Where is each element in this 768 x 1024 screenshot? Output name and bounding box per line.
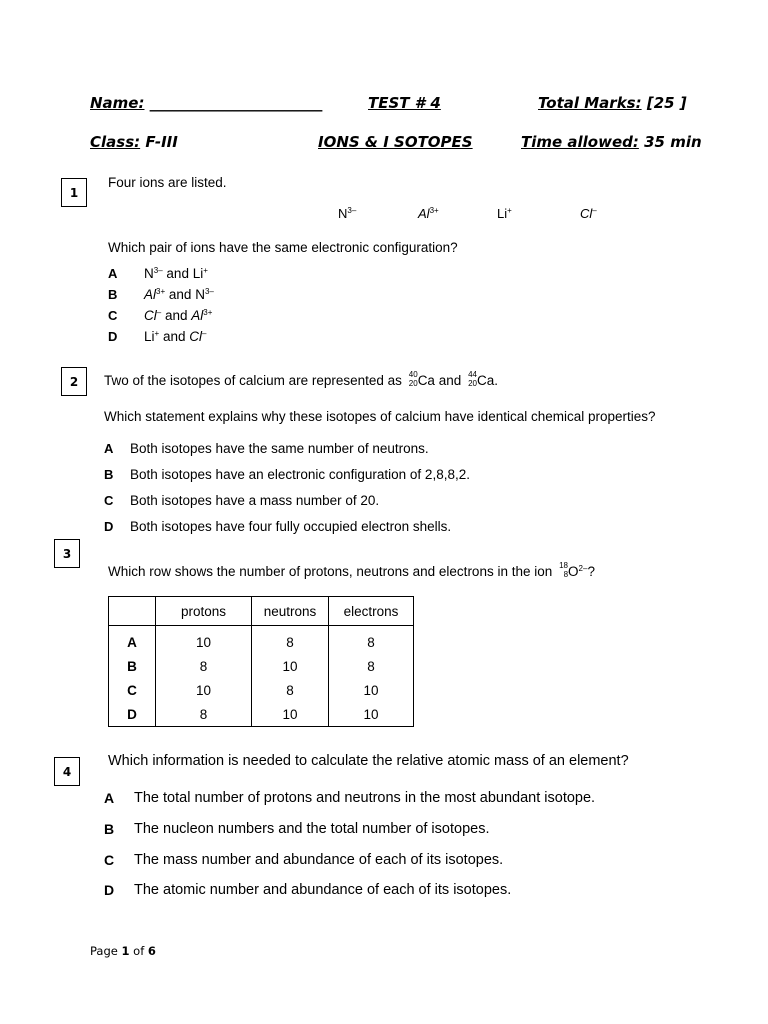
row-letter: D bbox=[109, 702, 156, 727]
question-number-4: 4 bbox=[54, 757, 80, 786]
class-label: Class: bbox=[90, 133, 141, 151]
marks-value: [25 ] bbox=[646, 94, 687, 112]
table-row[interactable] bbox=[109, 654, 414, 678]
table-row[interactable] bbox=[109, 626, 414, 655]
table-cell: 8 bbox=[156, 702, 252, 727]
test-number: TEST # 4 bbox=[368, 94, 441, 112]
q1-question: Which pair of ions have the same electronic configuration? bbox=[108, 240, 458, 255]
question-number-1: 1 bbox=[61, 178, 87, 207]
table-cell: 8 bbox=[329, 626, 414, 655]
table-row[interactable] bbox=[109, 702, 414, 727]
marks-label: Total Marks: bbox=[538, 94, 642, 112]
question-number-3: 3 bbox=[54, 539, 80, 568]
q3-question: Which row shows the number of protons, neutrons and electrons in the ion 18 8 $O^{2-}$? bbox=[108, 561, 595, 579]
class-field bbox=[90, 133, 178, 151]
page-indicator: Page 1 of 6 bbox=[90, 944, 156, 958]
table-cell: 10 bbox=[156, 678, 252, 702]
table-row[interactable] bbox=[109, 678, 414, 702]
row-letter: C bbox=[109, 678, 156, 702]
table-cell: 10 bbox=[156, 626, 252, 655]
time-allowed bbox=[521, 133, 702, 151]
total-marks bbox=[538, 94, 687, 112]
q2-question: Which statement explains why these isotopes of calcium have identical chemical properties? bbox=[104, 409, 656, 424]
q1-ion-4: Cl– bbox=[580, 206, 597, 221]
time-value: 35 min bbox=[644, 133, 702, 151]
table-cell: 10 bbox=[329, 678, 414, 702]
class-value: F-III bbox=[145, 133, 178, 151]
q1-ion-3: Li+ bbox=[497, 206, 512, 221]
name-blank: _______________________ bbox=[144, 94, 323, 112]
table-cell: 8 bbox=[329, 654, 414, 678]
row-letter: A bbox=[109, 626, 156, 655]
table-header-cell bbox=[109, 597, 156, 626]
row-letter: B bbox=[109, 654, 156, 678]
name-label: Name: bbox=[90, 94, 145, 112]
table-cell: 10 bbox=[252, 654, 329, 678]
time-label: Time allowed: bbox=[521, 133, 639, 151]
q3-answer-table bbox=[108, 596, 414, 727]
q1-ion-2: $Al^{3+}$ bbox=[418, 206, 439, 221]
table-cell: 8 bbox=[156, 654, 252, 678]
question-number-2: 2 bbox=[61, 367, 87, 396]
table-header-cell: neutrons bbox=[252, 597, 329, 626]
table-cell: 8 bbox=[252, 626, 329, 655]
q1-ion-1: $N^{3-}$ bbox=[338, 206, 357, 221]
table-cell: 8 bbox=[252, 678, 329, 702]
table-header-row bbox=[109, 597, 414, 626]
q4-question: Which information is needed to calculate the relative atomic mass of an element? bbox=[108, 753, 629, 769]
topic-title: IONS & I SOTOPES bbox=[318, 133, 473, 151]
q1-intro: Four ions are listed. bbox=[108, 175, 227, 190]
table-header-cell: electrons bbox=[329, 597, 414, 626]
table-header-cell: protons bbox=[156, 597, 252, 626]
table-cell: 10 bbox=[329, 702, 414, 727]
name-field bbox=[90, 94, 322, 112]
table-cell: 10 bbox=[252, 702, 329, 727]
q2-intro: Two of the isotopes of calcium are represented as 40 20 Ca and 44 20 Ca. bbox=[104, 370, 499, 388]
